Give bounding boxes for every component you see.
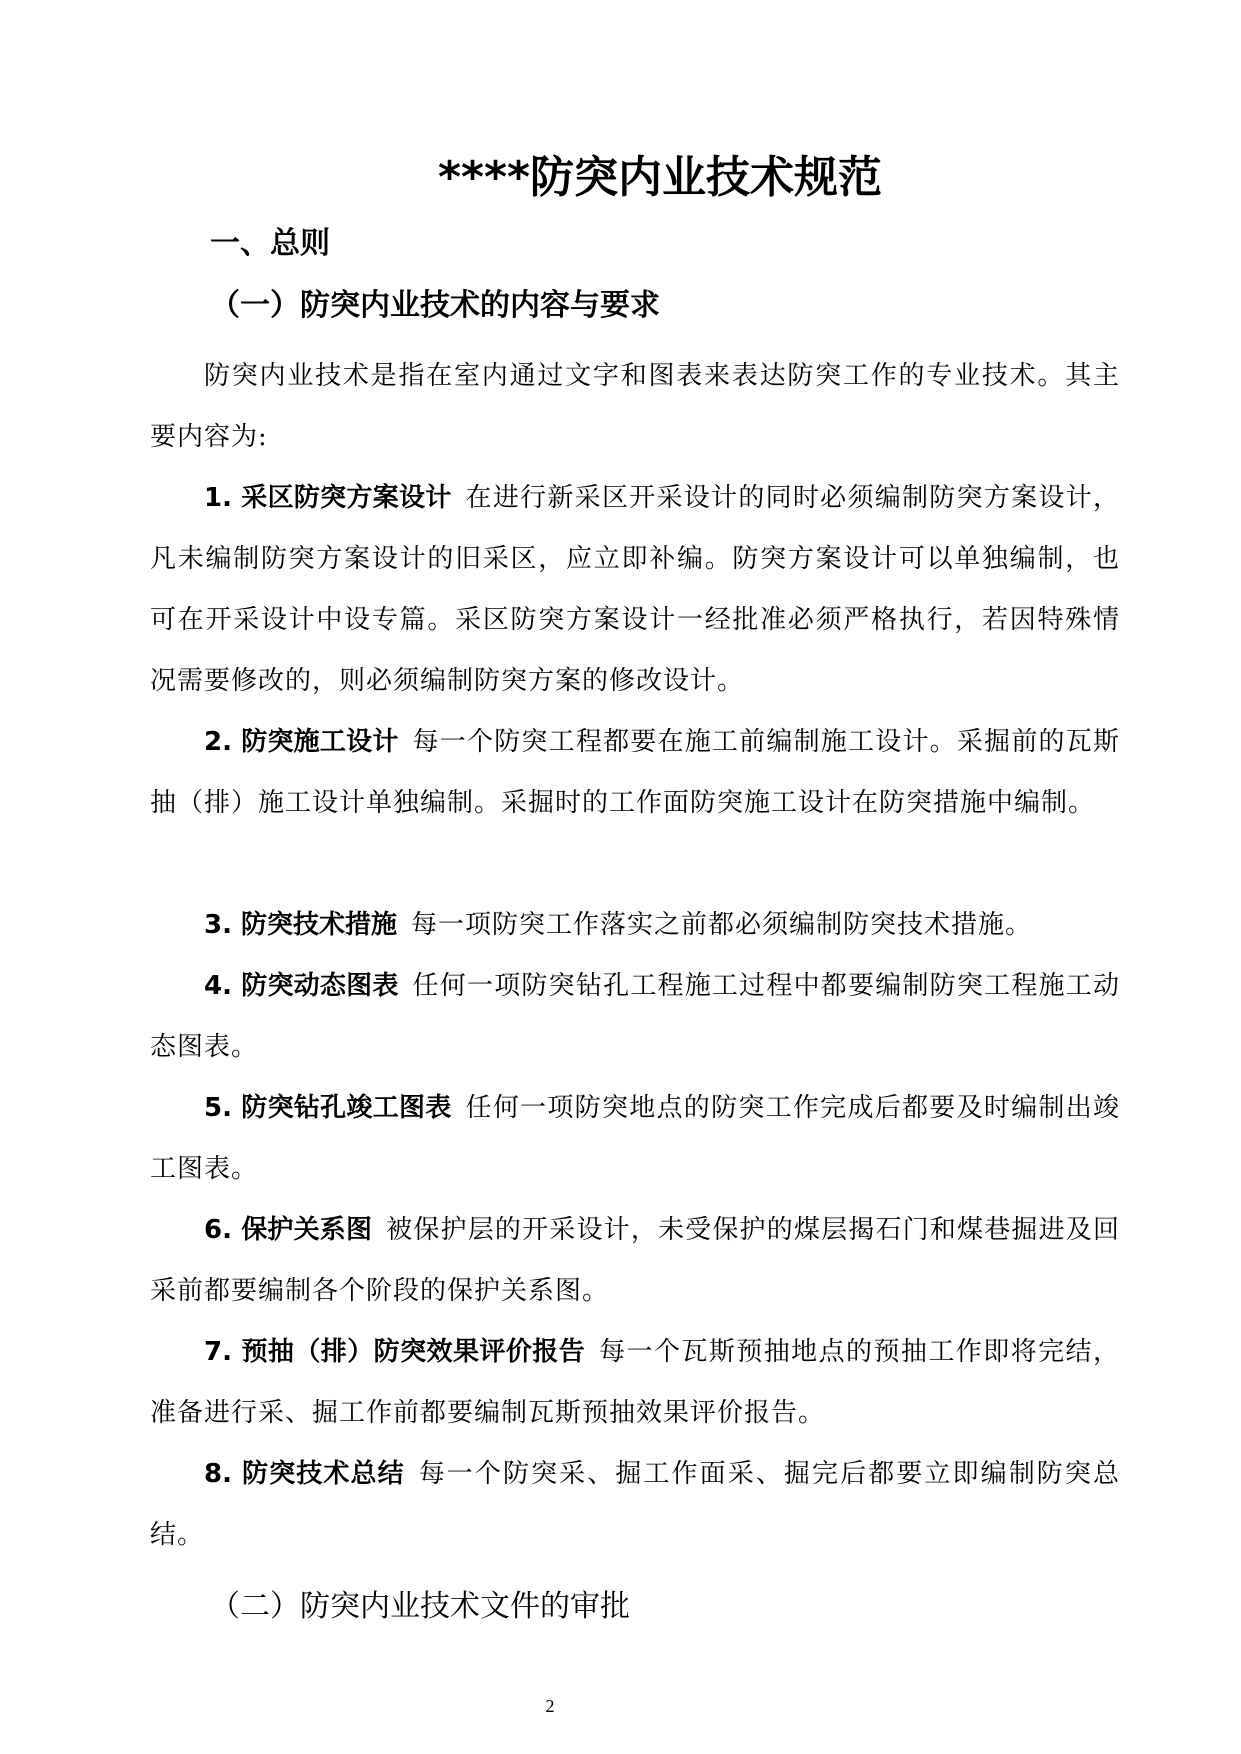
list-item bbox=[150, 1444, 1120, 1566]
item-text: 被保护层的开采设计，未受保护的煤层揭石门和煤巷掘进及回采前都要编制各个阶段的保护关系图。 bbox=[150, 1215, 1120, 1306]
list-item bbox=[150, 1078, 1120, 1200]
list-item bbox=[150, 895, 1120, 956]
item-text: 每一个瓦斯预抽地点的预抽工作即将完结，准备进行采、掘工作前都要编制瓦斯预抽效果评价报告。 bbox=[150, 1337, 1120, 1428]
item-lead: 5. 防突钻孔竣工图表 bbox=[204, 1093, 452, 1123]
item-lead: 3. 防突技术措施 bbox=[204, 910, 398, 940]
item-text: 每一项防突工作落实之前都必须编制防突技术措施。 bbox=[411, 910, 1033, 940]
subsection-heading-content-requirements: （一）防突内业技术的内容与要求 bbox=[210, 288, 660, 323]
intro-paragraph: 防突内业技术是指在室内通过文字和图表来表达防突工作的专业技术。其主要内容为: bbox=[150, 361, 1120, 452]
document-title: ****防突内业技术规范 bbox=[437, 152, 883, 203]
list-item bbox=[150, 956, 1120, 1078]
section-heading-general: 一、总则 bbox=[210, 226, 330, 261]
item-lead: 1. 采区防突方案设计 bbox=[204, 483, 452, 513]
item-text: 任何一项防突钻孔工程施工过程中都要编制防突工程施工动态图表。 bbox=[150, 971, 1120, 1062]
list-item bbox=[150, 712, 1120, 834]
item-text: 任何一项防突地点的防突工作完成后都要及时编制出竣工图表。 bbox=[150, 1093, 1120, 1184]
page-number: 2 bbox=[545, 1696, 555, 1716]
item-text: 在进行新采区开采设计的同时必须编制防突方案设计，凡未编制防突方案设计的旧采区，应立即补编。防突方案设计可以单独编制，也可在开采设计中设专篇。采区防突方案设计一经批准必须严格执行，若因特殊情况需要修改的，则必须编制防突方案的修改设计。 bbox=[150, 483, 1120, 696]
item-text: 每一个防突工程都要在施工前编制施工设计。采掘前的瓦斯抽（排）施工设计单独编制。采掘时的工作面防突施工设计在防突措施中编制。 bbox=[150, 727, 1120, 818]
item-lead: 6. 保护关系图 bbox=[204, 1215, 373, 1245]
item-lead: 7. 预抽（排）防突效果评价报告 bbox=[204, 1337, 586, 1367]
list-item bbox=[150, 1322, 1120, 1444]
list-item bbox=[150, 1200, 1120, 1322]
item-lead: 2. 防突施工设计 bbox=[204, 727, 399, 757]
subsection-heading-approval: （二）防突内业技术文件的审批 bbox=[210, 1589, 630, 1624]
item-lead: 8. 防突技术总结 bbox=[204, 1459, 405, 1489]
item-text: 每一个防突采、掘工作面采、掘完后都要立即编制防突总结。 bbox=[150, 1459, 1120, 1550]
list-item bbox=[150, 468, 1120, 712]
item-lead: 4. 防突动态图表 bbox=[204, 971, 399, 1001]
